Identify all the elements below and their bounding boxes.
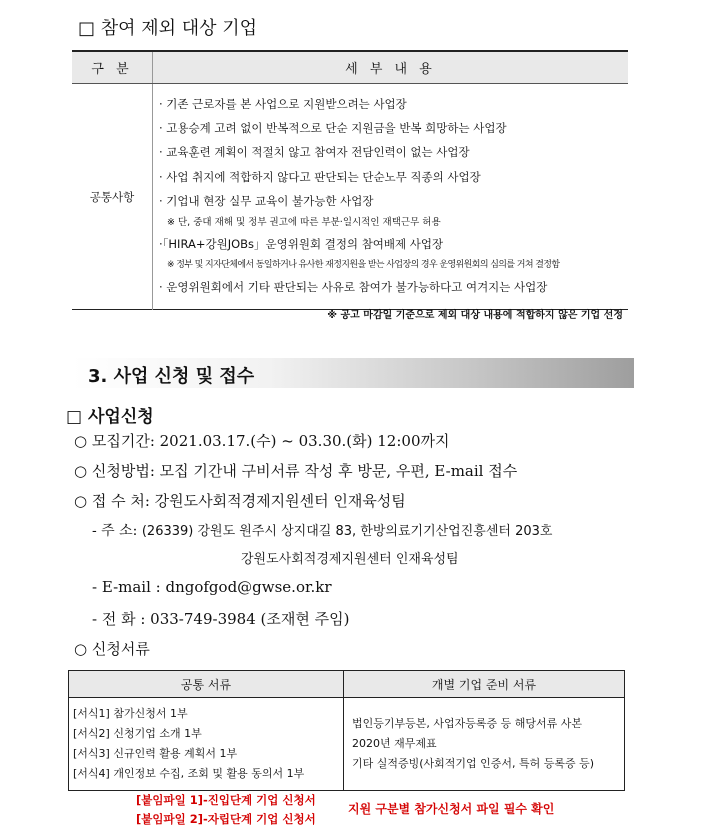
attachment-link-2[interactable]: [붙임파일 2]-자립단계 기업 신청서 [136, 812, 316, 826]
list-item: 법인등기부등본, 사업자등록증 등 해당서류 사본 [352, 717, 583, 730]
details-cell [153, 84, 629, 310]
attachment-note: 지원 구분별 참가신청서 파일 필수 확인 [348, 802, 555, 816]
list-item: [서식2] 신청기업 소개 1부 [73, 727, 202, 740]
header-individual-docs: 개별 기업 준비 서류 [344, 671, 625, 698]
section-title-application: 3. 사업 신청 및 접수 [88, 366, 255, 387]
list-item: · 운영위원회에서 기타 판단되는 사유로 참여가 불가능하다고 여겨지는 사업장 [159, 280, 548, 295]
exclusion-table [72, 50, 628, 310]
list-item: [서식1] 참가신청서 1부 [73, 707, 188, 720]
phone-row: - 전 화 : 033-749-3984 (조재현 주임) [92, 610, 350, 628]
sub-note: ※ 정부 및 지자단체에서 동일하거나 유사한 재정지원을 받는 사업장의 경우 운영위원회의 심의를 거쳐 결정함 [167, 260, 560, 271]
common-docs-cell [69, 698, 344, 791]
period-value: 2021.03.17.(수) ~ 03.30.(화) 12:00까지 [159, 432, 450, 450]
list-item: [서식3] 신규인력 활용 계획서 1부 [73, 747, 238, 760]
list-item: · 기업내 현장 실무 교육이 불가능한 사업장 [159, 193, 374, 208]
individual-docs-cell [344, 698, 625, 791]
address-row [92, 520, 552, 540]
address-label: - 주 소: [92, 523, 142, 539]
section-banner [72, 358, 634, 388]
list-item: [서식4] 개인정보 수집, 조회 및 활용 동의서 1부 [73, 767, 305, 780]
header-common-docs: 공통 서류 [69, 671, 344, 698]
office-row: ○ 접 수 처: 강원도사회적경제지원센터 인재육성팀 [74, 492, 406, 510]
list-item: 2020년 재무제표 [352, 737, 437, 750]
category-cell: 공통사항 [72, 84, 153, 310]
address-line2: 강원도사회적경제지원센터 인재육성팀 [241, 552, 459, 567]
method-row: ○ 신청방법: 모집 기간내 구비서류 작성 후 방문, 우편, E-mail 접수 [74, 462, 518, 480]
list-item: ·「HIRA+강원JOBs」운영위원회 결정의 참여배제 사업장 [159, 236, 444, 251]
documents-table [68, 670, 625, 791]
list-item: 기타 실적증빙(사회적기업 인증서, 특허 등록증 등) [352, 757, 595, 770]
address-line1: (26339) 강원도 원주시 상지대길 83, 한방의료기기산업진흥센터 203호 [141, 524, 553, 539]
period-row [74, 430, 449, 451]
application-heading: □ 사업신청 [66, 407, 154, 427]
table-header-category: 구 분 [72, 51, 153, 84]
list-item: · 기존 근로자를 본 사업으로 지원받으려는 사업장 [159, 97, 407, 111]
selection-note: ※ 공고 마감일 기준으로 제외 대상 내용에 적합하지 않은 기업 선정 [327, 310, 623, 321]
docs-heading: ○ 신청서류 [74, 640, 150, 658]
list-item: · 교육훈련 계획이 적절치 않고 참여자 전담인력이 없는 사업장 [159, 145, 470, 160]
table-header-details: 세 부 내 용 [153, 51, 629, 84]
sub-note: ※ 단, 중대 재해 및 정부 권고에 따른 부분·일시적인 재택근무 허용 [167, 216, 441, 228]
email-row: - E-mail : dngofgod@gwse.or.kr [92, 578, 332, 596]
list-item: · 고용승계 고려 없이 반복적으로 단순 지원금을 반복 희망하는 사업장 [159, 121, 507, 136]
attachment-link-1[interactable]: [붙임파일 1]-진입단계 기업 신청서 [136, 793, 316, 807]
period-label: ○ 모집기간: [74, 432, 160, 450]
list-item: · 사업 취지에 적합하지 않다고 판단되는 단순노무 직종의 사업장 [159, 169, 481, 184]
section-title-exclusion: □ 참여 제외 대상 기업 [78, 18, 257, 39]
